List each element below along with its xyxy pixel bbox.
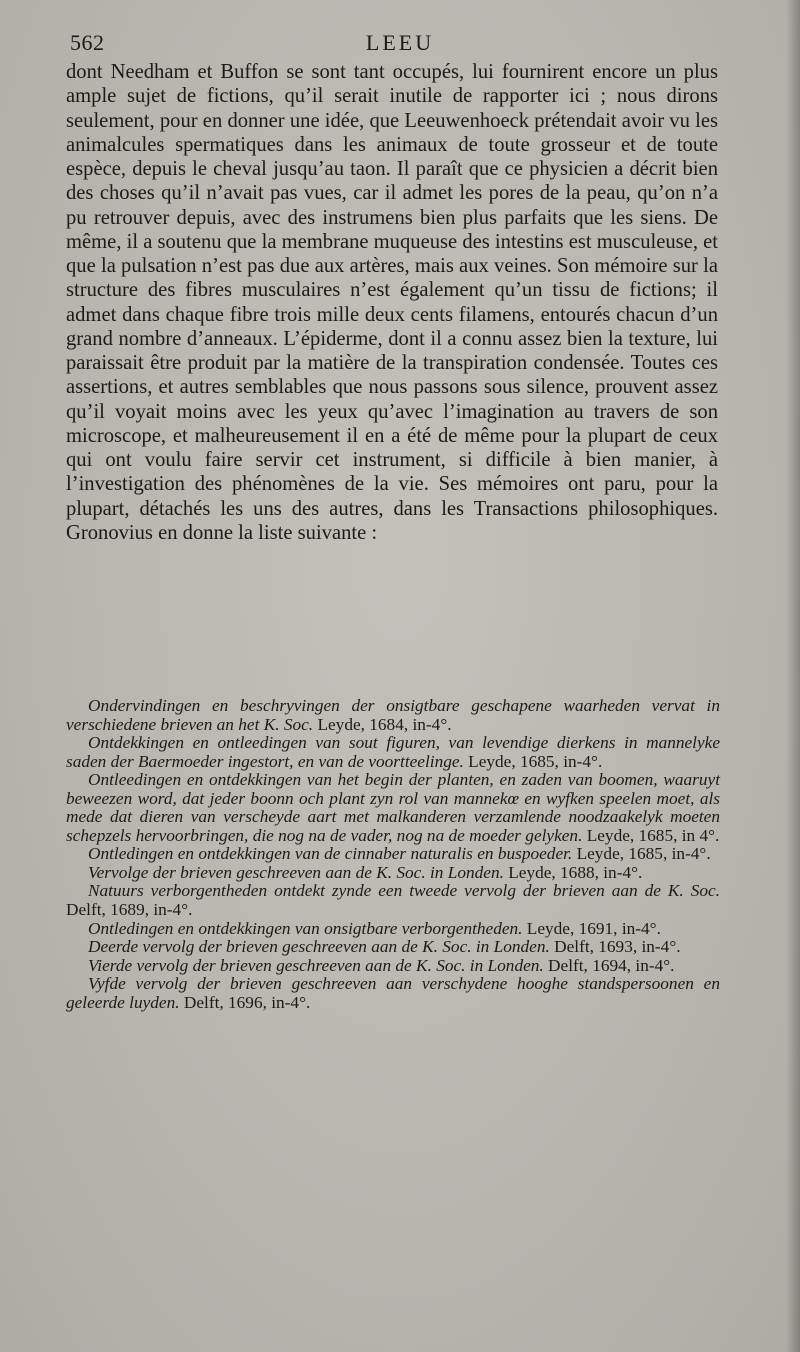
- entry-title: Ontleedingen en ontdekkingen van het begin der planten, en zaden van boomen, waaruyt beweezen word, dat jeder boonn och plant zyn rol van mannekœ en wyfken speelen moet, als mede dat dieren van verscheyde aart met malkanderen verzamlende noodzaakelyk moeten schepzels hervoorbringen, die nog na de vader, nog na de moeder gelyken.: [66, 770, 720, 845]
- entry-title: Vierde vervolg der brieven geschreeven aan de K. Soc. in Londen.: [88, 955, 544, 975]
- entry-title: Natuurs verborgentheden ontdekt zynde een tweede vervolg der brieven aan de K. Soc.: [88, 881, 720, 901]
- bibliography-entry: [66, 882, 720, 919]
- entry-title: Ondervindingen en beschryvingen der onsigtbare geschapene waarheden vervat in verschiedene brieven an het K. Soc.: [66, 696, 720, 734]
- running-head: LEEU: [365, 30, 435, 55]
- entry-imprint: Leyde, 1688, in-4°.: [503, 862, 643, 882]
- entry-imprint: Leyde, 1684, in-4°.: [313, 714, 452, 734]
- bibliography-list: [66, 697, 720, 1012]
- body-paragraph: dont Needham et Buffon se sont tant occupés, lui fournirent encore un plus ample sujet de fictions, qu’il serait inutile de rapporter ici ; nous dirons seulement, pour en donner une idée, que Leeuwenhoeck prétendait avoir vu les animalcules spermatiques dans les animaux de toute grosseur et de toute espèce, depuis le cheval jusqu’au taon. Il paraît que ce physicien a décrit bien des choses qu’il n’avait pas vues, car il admet les pores de la peau, qu’on n’a pu retrouver depuis, avec des instrumens bien plus parfaits que les siens. De même, il a soutenu que la membrane muqueuse des intestins est musculeuse, et que la pulsation n’est pas due aux artères, mais aux veines. Son mémoire sur la structure des fibres musculaires n’est également qu’un tissu de fictions; il admet dans chaque fibre trois mille deux cents filamens, entourés chacun d’un grand nombre d’anneaux. L’épiderme, dont il a connu assez bien la texture, lui paraissait être produit par la matière de la transpiration condensée. Toutes ces assertions, et autres semblables que nous passons sous silence, prouvent assez qu’il voyait moins avec les yeux qu’avec l’imagination au travers de son microscope, et malheureusement il en a été de même pour la plupart de ceux qui ont voulu faire servir cet instrument, si difficile à bien manier, à l’investigation des phénomènes de la vie. Ses mémoires ont paru, pour la plupart, détachés les uns des autres, dans les Transactions philosophiques. Gronovius en donne la liste suivante :: [66, 61, 718, 544]
- bibliography-entry: [66, 975, 720, 1012]
- entry-imprint: Delft, 1693, in-4°.: [549, 937, 681, 957]
- page-header: [70, 30, 730, 58]
- page-number: 562: [70, 30, 105, 55]
- entry-imprint: Delft, 1689, in-4°.: [66, 900, 193, 920]
- entry-title: Vervolge der brieven geschreeven aan de K. Soc. in Londen.: [88, 862, 504, 882]
- entry-imprint: Leyde, 1685, in-4°.: [572, 844, 711, 864]
- main-text: [66, 60, 718, 545]
- entry-imprint: Delft, 1696, in-4°.: [179, 992, 311, 1012]
- entry-title: Ontledingen en ontdekkingen van onsigtbare verborgentheden.: [88, 918, 523, 938]
- entry-imprint: Leyde, 1685, in-4°.: [463, 751, 603, 771]
- entry-imprint: Leyde, 1691, in-4°.: [522, 918, 661, 938]
- entry-title: Ontdekkingen en ontleedingen van sout figuren, van levendige dierkens in mannelyke saden der Baermoeder ingestort, en van de voortteelinge.: [66, 733, 720, 771]
- bibliography-entry: [66, 864, 720, 883]
- entry-title: Ontledingen en ontdekkingen van de cinnaber naturalis en buspoeder.: [88, 844, 573, 864]
- bibliography-entry: [66, 938, 720, 957]
- page-edge-shadow: [786, 0, 800, 1352]
- bibliography-entry: [66, 920, 720, 939]
- bibliography-entry: [66, 845, 720, 864]
- entry-title: Vyfde vervolg der brieven geschreeven aan verschydene hooghe standspersoonen en geleerde luyden.: [66, 974, 720, 1012]
- entry-imprint: Leyde, 1685, in 4°.: [582, 825, 720, 845]
- bibliography-entry: [66, 697, 720, 734]
- bibliography-entry: [66, 771, 720, 845]
- bibliography-entry: [66, 734, 720, 771]
- entry-imprint: Delft, 1694, in-4°.: [543, 955, 675, 975]
- bibliography-entry: [66, 957, 720, 976]
- entry-title: Deerde vervolg der brieven geschreeven aan de K. Soc. in Londen.: [88, 937, 550, 957]
